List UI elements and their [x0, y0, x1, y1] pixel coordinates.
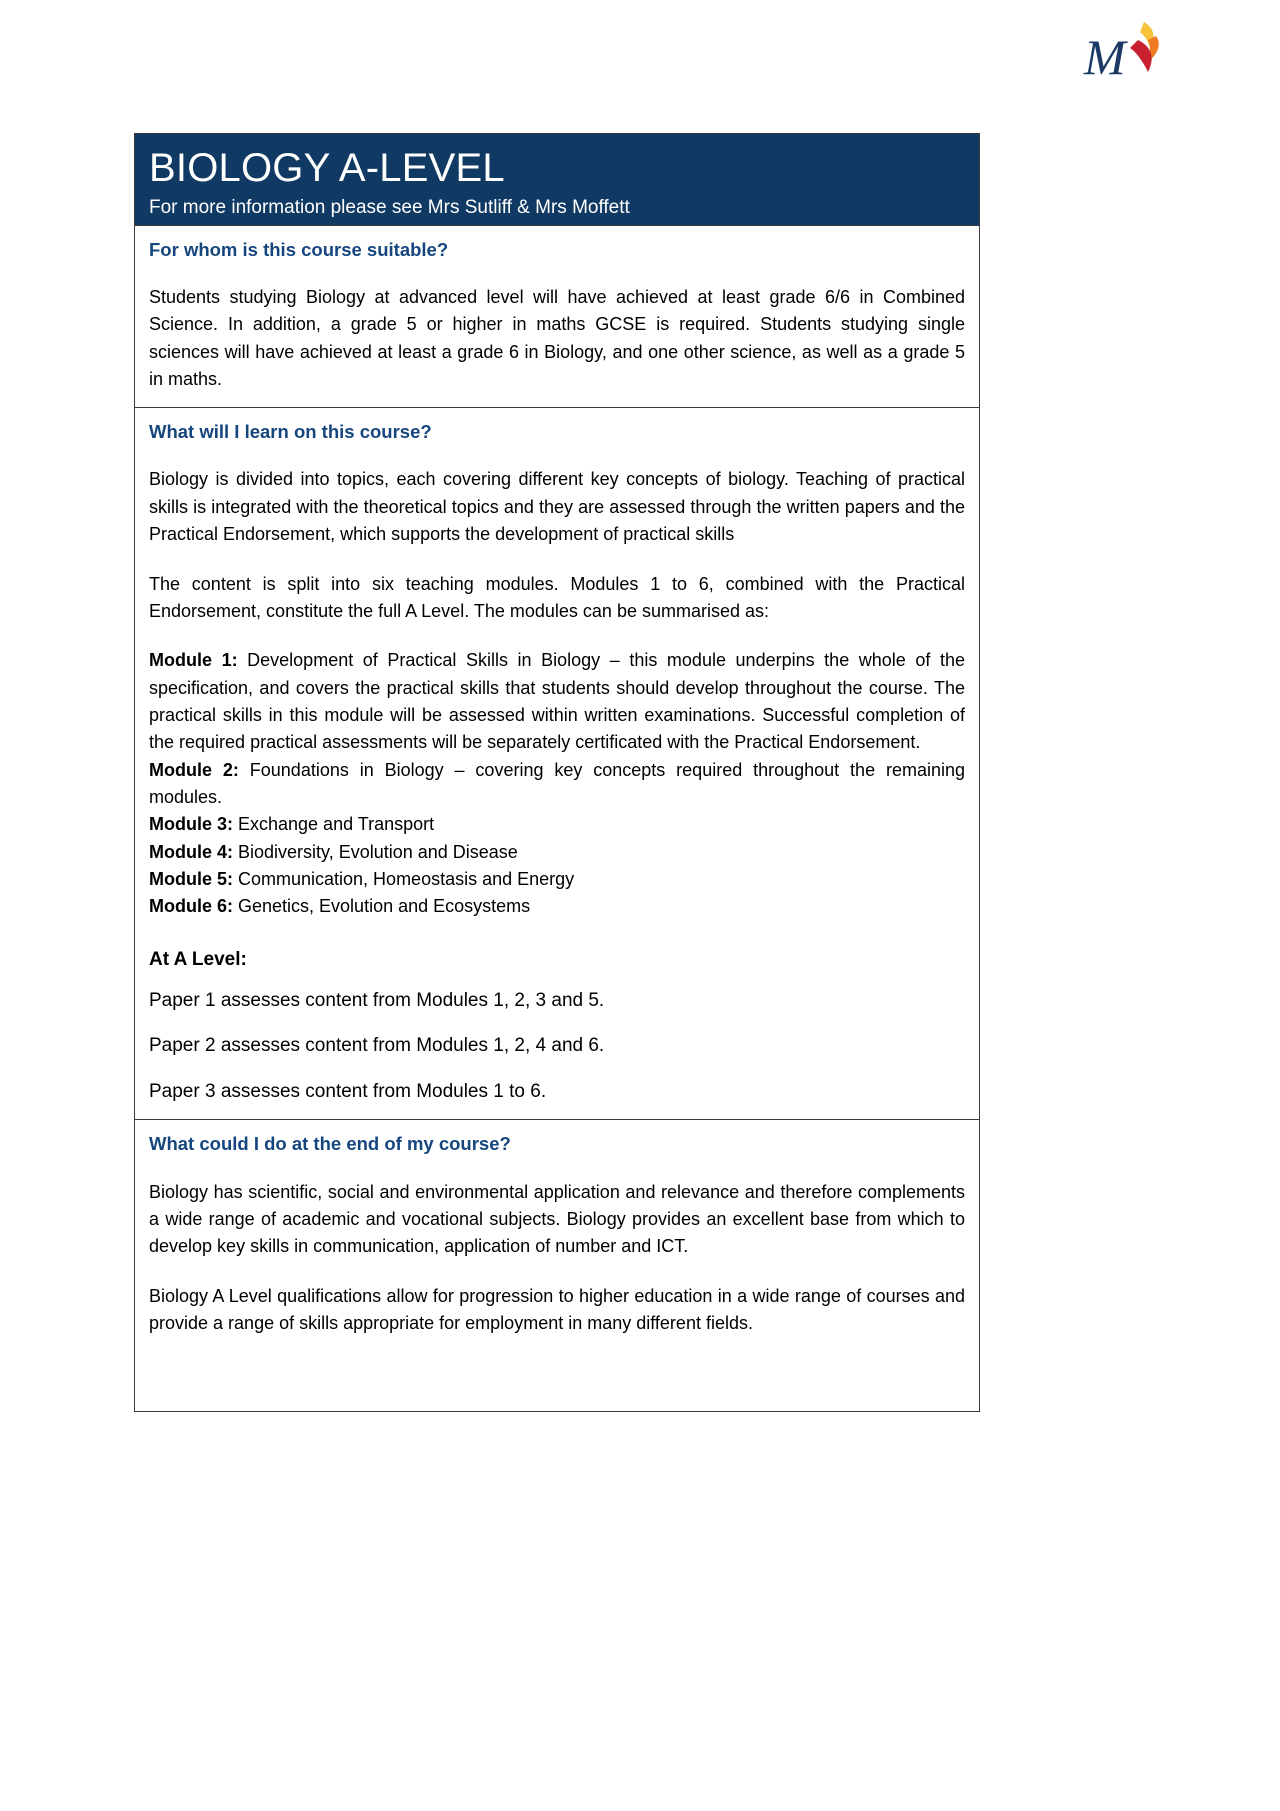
module-label: Module 3: [149, 814, 233, 835]
module-text: Development of Practical Skills in Biology – this module underpins the whole of the specification, and covers the practical skills that students should develop throughout the course. The practical skills in this module will be assessed within written examinations. Successful completion of the required practical assessments will be separately certificated with the Practical Endorsement. [149, 650, 965, 753]
module-text: Foundations in Biology – covering key concepts required throughout the remaining modules. [149, 759, 966, 808]
module-label: Module 5: [149, 869, 233, 890]
section-outcomes [135, 1119, 979, 1411]
module-item [149, 811, 965, 838]
module-label: Module 4: [149, 841, 233, 862]
module-item [149, 757, 965, 812]
papers-list [149, 987, 965, 1106]
paper-item: Paper 1 assesses content from Modules 1, 2, 3 and 5. [149, 989, 605, 1011]
module-item [149, 647, 965, 756]
at-a-level-heading: At A Level: [149, 948, 247, 970]
module-text: Exchange and Transport [233, 814, 435, 835]
document-banner [135, 134, 979, 225]
paper-item: Paper 3 assesses content from Modules 1 to 6. [149, 1080, 547, 1102]
module-item [149, 839, 965, 866]
module-label: Module 2: [149, 759, 239, 780]
learning-paragraph-2: The content is split into six teaching modules. Modules 1 to 6, combined with the Practical Endorsement, constitute the full A Level. The modules can be summarised as: [149, 573, 965, 621]
module-text: Biodiversity, Evolution and Disease [233, 841, 518, 862]
module-item [149, 893, 965, 920]
course-information-document [134, 133, 980, 1412]
school-flame-logo-icon [1082, 14, 1172, 86]
bottom-spacer [149, 1337, 965, 1397]
paper-item: Paper 2 assesses content from Modules 1, 2, 4 and 6. [149, 1035, 605, 1057]
module-item [149, 866, 965, 893]
outcomes-paragraph-1: Biology has scientific, social and environmental application and relevance and therefore complements a wide range of academic and vocational subjects. Biology provides an excellent base from which to develop key skills in communication, application of number and ICT. [149, 1181, 965, 1257]
school-logo [1082, 14, 1172, 86]
section-suitability [135, 225, 979, 407]
suitability-paragraph: Students studying Biology at advanced level will have achieved at least grade 6/6 in Combined Science. In addition, a grade 5 or higher in maths GCSE is required. Students studying single sciences will have achieved at least a grade 6 in Biology, and one other science, as well as a grade 5 in maths. [149, 286, 965, 390]
logo-letter-m: M [1084, 29, 1126, 85]
module-label: Module 1: [149, 650, 238, 671]
section-heading-learning: What will I learn on this course? [149, 421, 432, 443]
section-heading-suitability: For whom is this course suitable? [149, 238, 449, 260]
banner-subtitle: For more information please see Mrs Sutliff & Mrs Moffett [149, 197, 630, 218]
outcomes-paragraph-2: Biology A Level qualifications allow for progression to higher education in a wide range of courses and provide a range of skills appropriate for employment in many different fields. [149, 1285, 965, 1333]
modules-list [149, 647, 965, 921]
page-title: BIOLOGY A-LEVEL [149, 146, 505, 190]
module-label: Module 6: [149, 896, 233, 917]
flame-red-shape [1130, 40, 1152, 72]
section-learning [135, 407, 979, 1119]
learning-paragraph-1: Biology is divided into topics, each covering different key concepts of biology. Teaching of practical skills is integrated with the theoretical topics and they are assessed through the written papers and the Practical Endorsement, which supports the development of practical skills [149, 469, 965, 545]
module-text: Communication, Homeostasis and Energy [233, 869, 575, 890]
module-text: Genetics, Evolution and Ecosystems [233, 896, 531, 917]
section-heading-outcomes: What could I do at the end of my course? [149, 1133, 511, 1155]
